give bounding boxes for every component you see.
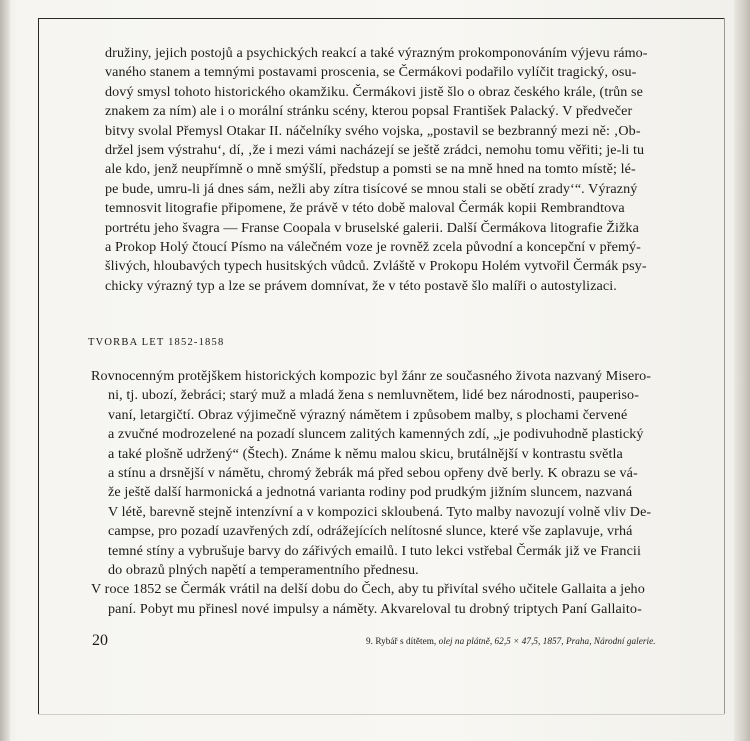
page-number: 20 bbox=[92, 632, 108, 649]
frame-rule-left bbox=[38, 18, 39, 714]
caption-details: olej na plátně, 62,5 × 47,5, 1857, Praha, Národní galerie. bbox=[438, 636, 656, 646]
paragraph-1 bbox=[105, 44, 648, 296]
text-line: pe bude, umru-li já dnes sám, nežli aby zítra tisícové se mnou stali se obětí zrady‘“. Výrazný bbox=[105, 180, 638, 197]
page-edge bbox=[734, 0, 750, 741]
text-line: družiny, jejich postojů a psychických reakcí a také výrazným prokomponováním výjevu rámo- bbox=[105, 45, 648, 61]
text-line: vaného stanem a temnými postavami proscenia, se Čermákovi podařilo vylíčit tragický, osu- bbox=[105, 64, 637, 81]
text-line: portrétu jeho švagra — Franse Coopala v bruselské galerii. Další Čermákova litografie Žižka bbox=[105, 219, 639, 236]
section-heading: TVORBA LET 1852-1858 bbox=[88, 337, 225, 348]
frame-rule-bottom bbox=[38, 714, 724, 715]
text-line: že ještě další harmonická a jednotná varianta rodiny pod prudkým jižním sluncem, nazvaná bbox=[108, 484, 633, 501]
text-line: V létě, barevně stejně intenzívní a v kompozici skloubená. Tyto malby navozují volně vliv De- bbox=[108, 503, 652, 520]
text-line: a také plošně udržený“ (Štech). Známe k němu malou skicu, brutálnější v kontrastu světla bbox=[108, 445, 623, 462]
text-line: campse, pro pozadí uzavřených zdí, odrážejících nelítosné slunce, které vše zaplavuje, vrhá bbox=[108, 523, 633, 540]
text-line: držel jsem výstrahu‘, dí, ‚že i mezi vámi nacházejí se ještě zrádci, nemohu tomu věřiti; je-li tu bbox=[105, 141, 645, 158]
text-line: V roce 1852 se Čermák vrátil na delší dobu do Čech, aby tu přivítal svého učitele Gallaita a jeho bbox=[91, 581, 645, 598]
text-line: ale kdo, jenž neupřímně o mně smýšlí, předstup a pomsti se na mně hned na tomto místě; lé- bbox=[105, 161, 636, 178]
frame-rule-right bbox=[724, 18, 725, 714]
text-line: ni, tj. ubozí, žebráci; starý muž a mladá žena s nemluvnětem, lidé bez národnosti, pauperiso- bbox=[108, 387, 639, 404]
text-line: šlivých, hloubavých typech husitských vůdců. Zvláště v Prokopu Holém vytvořil Čermák psy- bbox=[105, 258, 647, 275]
text-line: temné stíny a vybrušuje barvy do zářivých emailů. I tuto lekci vstřebal Čermák již ve Francii bbox=[108, 542, 641, 559]
page-binding-shadow bbox=[0, 0, 10, 741]
figure-caption bbox=[366, 636, 656, 646]
text-line: paní. Pobyt mu přinesl nové impulsy a náměty. Akvareloval tu drobný triptych Paní Gallaito- bbox=[108, 600, 642, 617]
text-line: znakem za ním) ale i o morální stránku scény, kterou popsal František Palacký. V předvečer bbox=[105, 103, 633, 120]
caption-title: 9. Rybář s dítětem, bbox=[366, 636, 437, 646]
text-line: temnosvit litografie připomene, že právě v této době maloval Čermák kopii Rembrandtova bbox=[105, 200, 625, 217]
text-line: a zvučné modrozelené na pozadí sluncem zalitých kamenných zdí, „je podivuhodně plastický bbox=[108, 426, 644, 443]
text-line: Rovnocenným protějškem historických kompozic byl žánr ze současného života nazvaný Misero- bbox=[91, 368, 652, 384]
text-line: a stínu a drsnější v námětu, chromý žebrák má před sebou opřeny dvě berly. K obrazu se vá- bbox=[108, 464, 638, 481]
text-line: a Prokop Holý čtoucí Písmo na válečném voze je rovněž zcela původní a koncepční v přemý- bbox=[105, 238, 641, 255]
text-line: chicky výrazný typ a lze se právem domnívat, že v této postavě šlo malíři o autostylizaci. bbox=[105, 277, 617, 294]
paragraph-2 bbox=[91, 367, 651, 619]
text-line: vaní, letargičtí. Obraz výjimečně výrazný námětem i způsobem malby, s plochami červené bbox=[108, 406, 628, 423]
text-line: dový smysl tohoto historického okamžiku. Čermákovi jistě šlo o obraz českého krále, (trůn se bbox=[105, 83, 643, 100]
text-line: do obrazů plných napětí a temperamentního přednesu. bbox=[108, 561, 419, 578]
frame-rule-top bbox=[38, 18, 724, 19]
text-line: bitvy svolal Přemysl Otakar II. náčelníky svého vojska, „postavil se bezbranný mezi ně: ‚Ob- bbox=[105, 122, 641, 139]
